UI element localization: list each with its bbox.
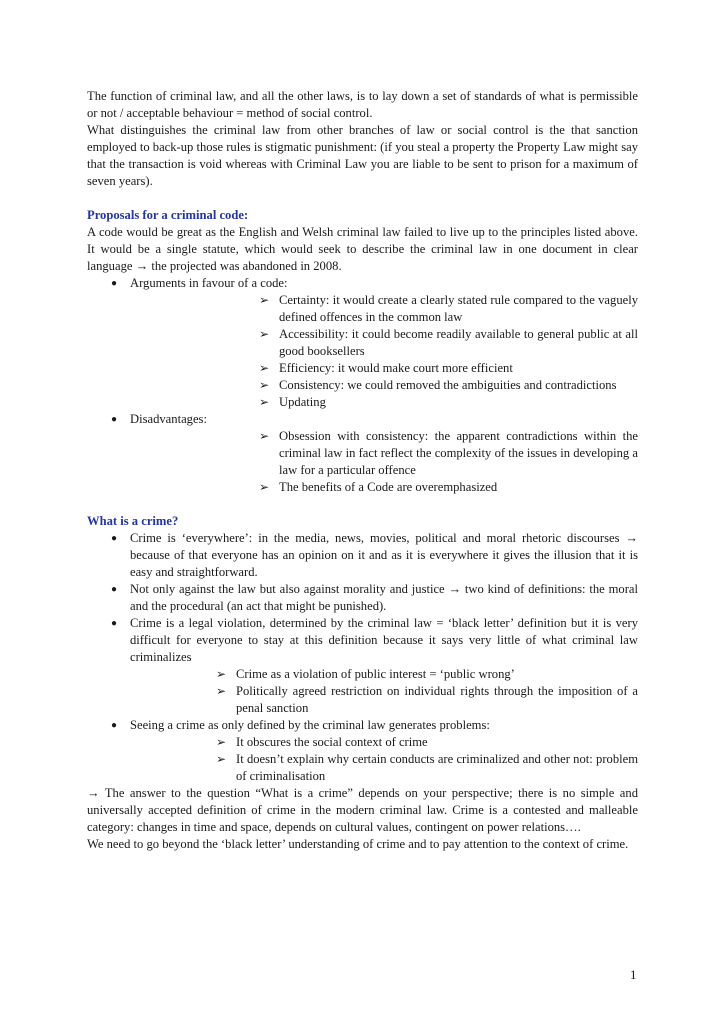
arrowhead-icon: ➢ xyxy=(259,395,270,409)
page-number: 1 xyxy=(630,967,637,982)
bullet-disadvantages xyxy=(87,411,638,428)
bullet-icon: ● xyxy=(111,533,118,544)
list-item: ➢ Certainty: it would create a clearly stated rule compared to the vaguely defined offences in the common law xyxy=(259,293,638,324)
conclusion-paragraph-1: → The answer to the question “What is a crime” depends on your perspective; there is no simple and universally accepted definition of crime in the modern criminal law. Crime is a contested and malleable category: changes in time and space, depends on cultural values, contingent on power relations…. xyxy=(87,786,638,834)
arrowhead-icon: ➢ xyxy=(259,361,270,375)
bullet-label: Disadvantages: xyxy=(130,412,207,426)
list-item: ➢ Crime as a violation of public interest = ‘public wrong’ xyxy=(216,667,515,681)
bullet-icon: ● xyxy=(111,720,118,731)
bullet-icon: ● xyxy=(111,618,118,629)
intro-paragraph-2: What distinguishes the criminal law from other branches of law or social control is the that sanction employed to back-up those rules is stigmatic punishment: (if you steal a property the Property Law might say that the transaction is void whereas with Criminal Law you are liable to be sent to prison for a maximum of seven years). xyxy=(87,123,638,188)
arrowhead-icon: ➢ xyxy=(259,429,270,443)
list-item: ➢ Updating xyxy=(259,395,326,409)
bullet-everywhere: ● Crime is ‘everywhere’: in the media, news, movies, political and moral rhetoric discourses → because of that everyone has an opinion on it and as it is everywhere it gives the illusion that it is easy and straightforward. xyxy=(111,531,638,579)
section-heading-criminal-code: Proposals for a criminal code: xyxy=(87,208,249,222)
legal-violation-list xyxy=(216,666,638,717)
arrowhead-icon: ➢ xyxy=(259,293,270,307)
arrowhead-icon: ➢ xyxy=(216,752,227,766)
arrowhead-icon: ➢ xyxy=(259,327,270,341)
conclusion-paragraph-2: We need to go beyond the ‘black letter’ understanding of crime and to pay attention to the context of crime. xyxy=(87,837,629,851)
arrowhead-icon: ➢ xyxy=(216,667,227,681)
bullet-legal-violation: ● Crime is a legal violation, determined by the criminal law = ‘black letter’ definition but it is very difficult for everyone to stay at this definition because it says very little of what criminal law criminalizes xyxy=(111,616,638,664)
list-item: ➢ Consistency: we could removed the ambiguities and contradictions xyxy=(259,378,617,392)
arrowhead-icon: ➢ xyxy=(216,735,227,749)
problems-list xyxy=(216,734,638,785)
section-heading-what-is-crime: What is a crime? xyxy=(87,514,179,528)
document-page xyxy=(87,88,638,853)
list-item: ➢ It obscures the social context of crime xyxy=(216,735,428,749)
bullet-problems: ● Seeing a crime as only defined by the criminal law generates problems: xyxy=(111,718,490,732)
disadvantages-list xyxy=(259,428,638,496)
bullet-icon: ● xyxy=(111,584,118,595)
code-paragraph: A code would be great as the English and Welsh criminal law failed to live up to the principles listed above. It would be a single statute, which would seek to describe the criminal law in one document in clear language → the projected was abandoned in 2008. xyxy=(87,225,638,273)
bullet-morality: ● Not only against the law but also against morality and justice → two kind of definitions: the moral and the procedural (an act that might be punished). xyxy=(111,582,638,613)
arrowhead-icon: ➢ xyxy=(259,378,270,392)
intro-paragraph-1: The function of criminal law, and all the other laws, is to lay down a set of standards of what is permissible or not / acceptable behaviour = method of social control. xyxy=(87,89,638,120)
arrowhead-icon: ➢ xyxy=(216,684,227,698)
bullet-icon: ● xyxy=(111,278,118,289)
list-item: ➢ It doesn’t explain why certain conducts are criminalized and other not: problem of criminalisation xyxy=(216,752,638,783)
favour-list xyxy=(259,292,638,411)
list-item: ➢ Obsession with consistency: the apparent contradictions within the criminal law in fact reflect the complexity of the issues in developing a law for a particular offence xyxy=(259,429,638,477)
list-item: ➢ Accessibility: it could become readily available to general public at all good booksellers xyxy=(259,327,638,358)
list-item: ➢ The benefits of a Code are overemphasized xyxy=(259,480,498,494)
bullet-label: Arguments in favour of a code: xyxy=(130,276,288,290)
list-item: ➢ Efficiency: it would make court more efficient xyxy=(259,361,513,375)
bullet-favour xyxy=(87,275,638,292)
arrowhead-icon: ➢ xyxy=(259,480,270,494)
list-item: ➢ Politically agreed restriction on individual rights through the imposition of a penal sanction xyxy=(216,684,638,715)
bullet-icon: ● xyxy=(111,414,118,425)
